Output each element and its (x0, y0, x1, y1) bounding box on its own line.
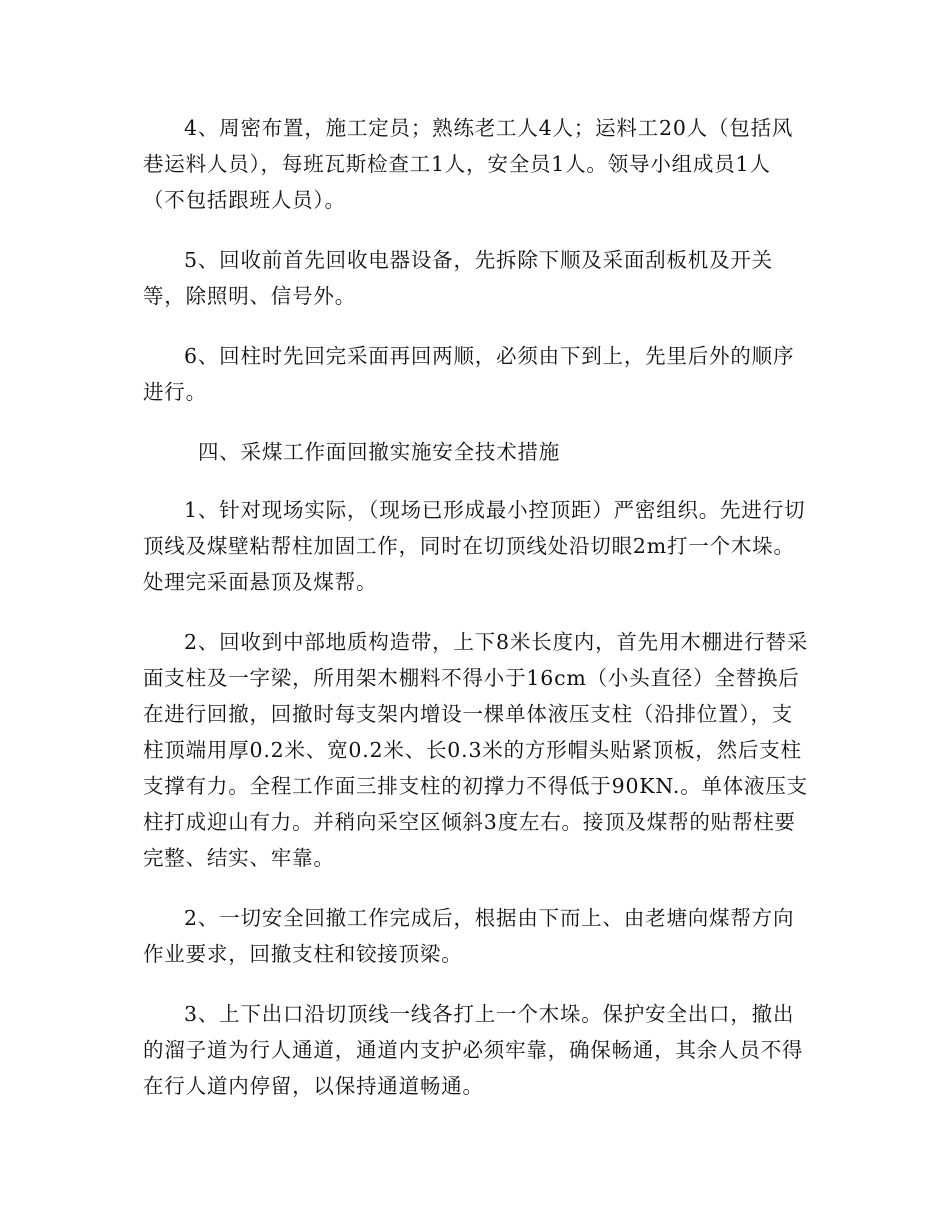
document-body (143, 110, 810, 1128)
paragraph-item-1-site-organization: 1、针对现场实际，（现场已形成最小控顶距）严密组织。先进行切顶线及煤壁粘帮柱加固工作，同时在切顶线处沿切眼2m打一个木垛。处理完采面悬顶及煤帮。 (143, 498, 806, 594)
paragraph-item-2-withdrawal-sequence: 2、一切安全回撤工作完成后，根据由下而上、由老塘向煤帮方向作业要求，回撤支柱和铰接顶梁。 (143, 906, 795, 966)
section-heading-safety-measures: 四、采煤工作面回撤实施安全技术措施 (198, 440, 561, 464)
paragraph-item-2-geological-zone: 2、回收到中部地质构造带，上下8米长度内，首先用木棚进行替采面支柱及一字梁，所用架木棚料不得小于16cm（小头直径）全替换后在进行回撤，回撤时每支架内增设一棵单体液压支柱（沿排位置），支柱顶端用厚0.2米、宽0.2米、长0.3米的方形帽头贴紧顶板，然后支柱支撑有力。全程工作面三排支柱的初撑力不得低于90KN.。单体液压支柱打成迎山有力。并稍向采空区倾斜3度左右。接顶及煤帮的贴帮柱要完整、结实、牢靠。 (143, 630, 809, 870)
paragraph-item-6-prop-recovery-order: 6、回柱时先回完采面再回两顺，必须由下到上，先里后外的顺序进行。 (143, 344, 795, 404)
paragraph-item-4-staffing: 4、周密布置，施工定员；熟练老工人4人；运料工20人（包括风巷运料人员），每班瓦斯检查工1人，安全员1人。领导小组成员1人（不包括跟班人员）。 (143, 116, 794, 212)
paragraph-item-5-equipment-recovery: 5、回收前首先回收电器设备，先拆除下顺及采面刮板机及开关等，除照明、信号外。 (143, 248, 773, 308)
paragraph-item-3-exit-protection: 3、上下出口沿切顶线一线各打上一个木垛。保护安全出口，撤出的溜子道为行人通道，通道内支护必须牢靠，确保畅通，其余人员不得在行人道内停留，以保持通道畅通。 (143, 1002, 804, 1098)
